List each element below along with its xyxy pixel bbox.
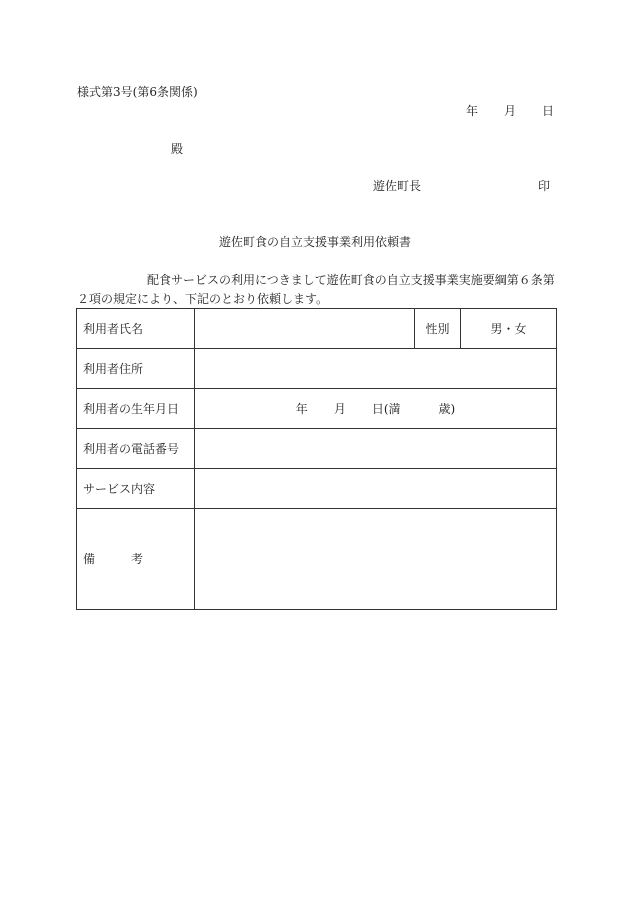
table-row: [77, 469, 557, 509]
user-address-label: 利用者住所: [77, 349, 195, 389]
dob-age-close: 歳): [438, 401, 456, 416]
document-title: 遊佐町食の自立支援事業利用依頼書: [218, 235, 411, 249]
dob-month: 月: [333, 401, 346, 416]
form-number: 様式第3号(第6条関係): [77, 85, 198, 99]
seal-mark: 印: [538, 179, 551, 193]
remarks-field[interactable]: [195, 509, 557, 610]
table-row: [77, 309, 557, 349]
gender-label: 性別: [415, 309, 461, 349]
user-dob-label: 利用者の生年月日: [77, 389, 195, 429]
remarks-label: 備 考: [77, 509, 195, 610]
application-table: [76, 308, 557, 610]
gender-options[interactable]: 男・女: [461, 309, 557, 349]
issuer-name: 遊佐町長: [373, 179, 422, 193]
service-content-label: サービス内容: [77, 469, 195, 509]
body-text: 配食サービスの利用につきまして遊佐町食の自立支援事業実施要綱第６条第２項の規定により、下記のとおり依頼します。: [77, 273, 555, 306]
date-day: 日: [542, 104, 555, 118]
user-phone-label: 利用者の電話番号: [77, 429, 195, 469]
user-address-field[interactable]: [195, 349, 557, 389]
addressee-suffix: 殿: [171, 142, 184, 156]
user-dob-field[interactable]: [195, 389, 557, 429]
date-year: 年: [466, 104, 479, 118]
user-phone-field[interactable]: [195, 429, 557, 469]
table-row: [77, 509, 557, 610]
user-name-label: 利用者氏名: [77, 309, 195, 349]
table-row: [77, 429, 557, 469]
user-name-field[interactable]: [195, 309, 415, 349]
dob-year: 年: [295, 401, 308, 416]
dob-day-age: 日(満: [371, 401, 401, 416]
table-row: [77, 349, 557, 389]
date-month: 月: [504, 104, 517, 118]
date-line: [466, 104, 554, 118]
table-row: [77, 389, 557, 429]
service-content-field[interactable]: [195, 469, 557, 509]
